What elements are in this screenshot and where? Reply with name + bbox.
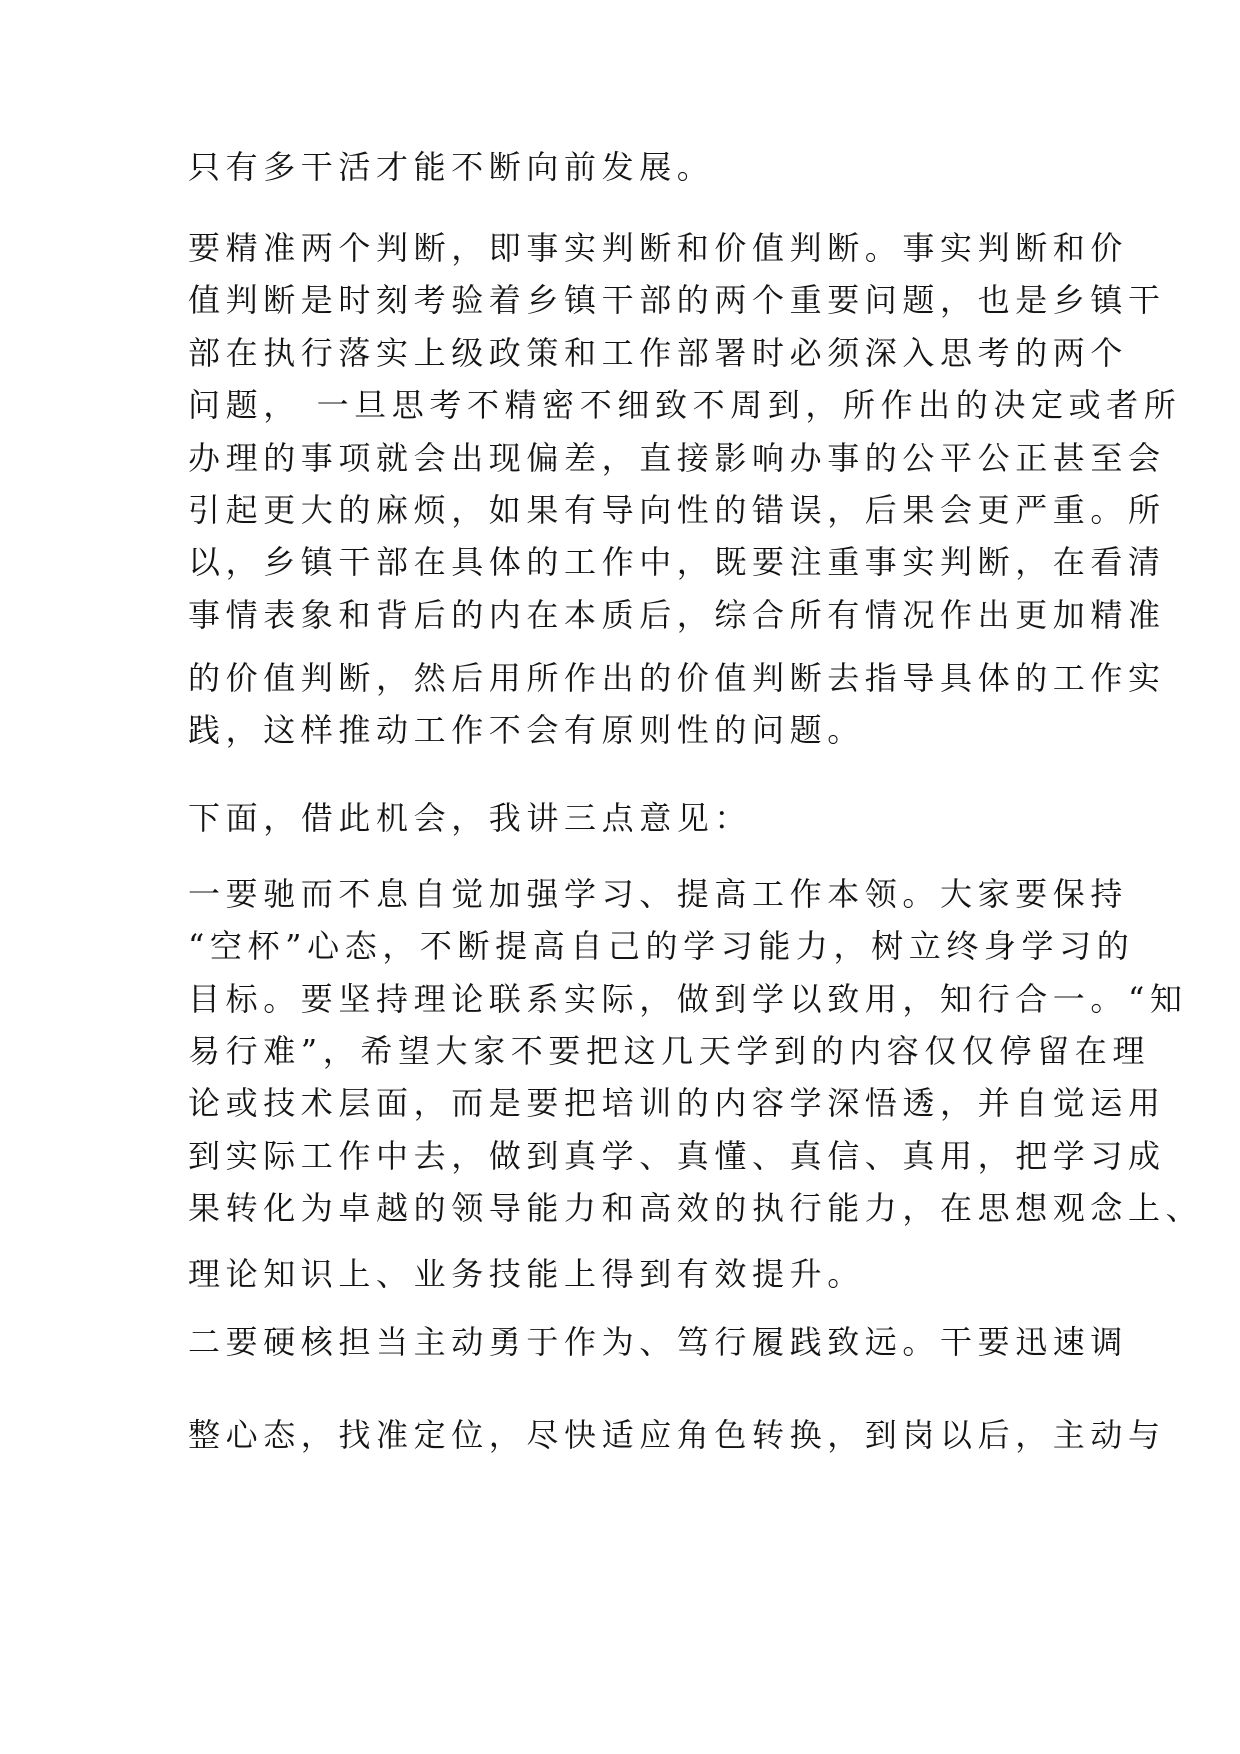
text-line-5: 问题， 一旦思考不精密不细致不周到，所作出的决定或者所 <box>188 386 1182 424</box>
text-line-7: 引起更大的麻烦，如果有导向性的错误，后果会更严重。所 <box>188 491 1166 529</box>
text-line-10: 的价值判断，然后用所作出的价值判断去指导具体的工作实 <box>188 659 1166 697</box>
text-line-8: 以，乡镇干部在具体的工作中，既要注重事实判断，在看清 <box>188 543 1166 581</box>
text-line-3: 值判断是时刻考验着乡镇干部的两个重要问题，也是乡镇干 <box>188 281 1166 319</box>
text-line-9: 事情表象和背后的内在本质后，综合所有情况作出更加精准 <box>188 596 1166 634</box>
text-line-11: 践，这样推动工作不会有原则性的问题。 <box>188 711 865 749</box>
text-line-15: 目标。要坚持理论联系实际，做到学以致用，知行合一。“知 <box>188 980 1188 1018</box>
text-line-20: 理论知识上、业务技能上得到有效提升。 <box>188 1255 865 1293</box>
text-line-4: 部在执行落实上级政策和工作部署时必须深入思考的两个 <box>188 334 1129 372</box>
text-line-13: 一要驰而不息自觉加强学习、提高工作本领。大家要保持 <box>188 875 1129 913</box>
text-line-6: 办理的事项就会出现偏差，直接影响办事的公平公正甚至会 <box>188 439 1166 477</box>
text-line-21: 二要硬核担当主动勇于作为、笃行履践致远。干要迅速调 <box>188 1323 1129 1361</box>
text-line-2: 要精准两个判断，即事实判断和价值判断。事实判断和价 <box>188 229 1129 267</box>
text-line-17: 论或技术层面，而是要把培训的内容学深悟透，并自觉运用 <box>188 1084 1166 1122</box>
text-line-16: 易行难”，希望大家不要把这几天学到的内容仅仅停留在理 <box>188 1032 1150 1070</box>
text-line-19: 果转化为卓越的领导能力和高效的执行能力，在思想观念上、 <box>188 1189 1204 1227</box>
text-line-12: 下面，借此机会，我讲三点意见： <box>188 799 753 837</box>
text-line-18: 到实际工作中去，做到真学、真懂、真信、真用，把学习成 <box>188 1137 1166 1175</box>
text-line-1: 只有多干活才能不断向前发展。 <box>188 148 715 186</box>
text-line-14: “空杯”心态，不断提高自己的学习能力，树立终身学习的 <box>188 927 1135 965</box>
text-line-22: 整心态，找准定位，尽快适应角色转换，到岗以后，主动与 <box>188 1416 1166 1454</box>
